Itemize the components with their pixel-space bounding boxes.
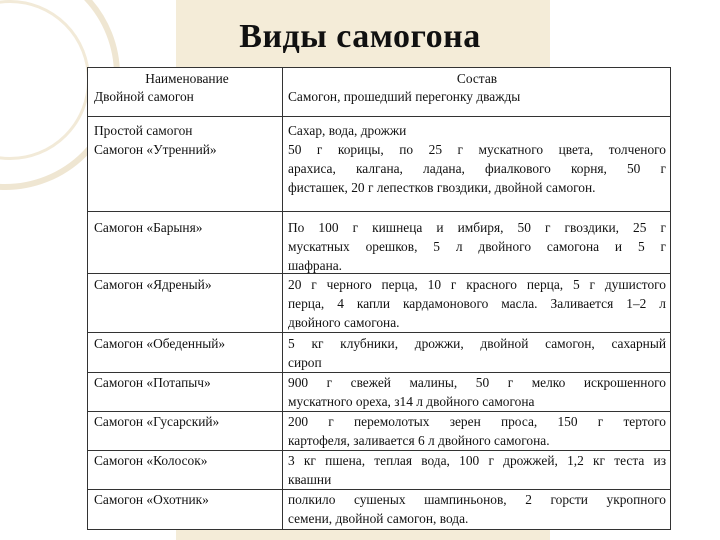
column-divider — [282, 68, 283, 529]
row-name: Самогон «Барыня» — [94, 220, 203, 235]
row-composition: 200 г перемолотых зерен проса, 150 г тертого картофеля, заливается 6 л двойного самогона. — [288, 414, 666, 448]
row-composition: 3 кг пшена, теплая вода, 100 г дрожжей, 1,2 кг теста из квашни — [288, 453, 666, 487]
row-name: Самогон «Обеденный» — [94, 336, 226, 351]
row-composition: 900 г свежей малины, 50 г мелко искрошенного мускатного ореха, з14 л двойного самогона — [288, 375, 666, 409]
row-name: Самогон «Потапыч» — [94, 375, 211, 390]
row-name: Самогон «Ядреный» — [94, 277, 212, 292]
row-composition: По 100 г кишнеца и имбиря, 50 г гвоздики, 25 г мускатных орешков, 5 л двойного самогона и 5 г шафрана. — [288, 220, 666, 273]
row-composition: 20 г черного перца, 10 г красного перца, 5 г душистого перца, 4 капли кардамонового масла. Заливается 1–2 л двойного самогона. — [288, 277, 666, 330]
header-composition: Состав — [456, 71, 498, 86]
recipes-table — [87, 67, 671, 530]
row-composition: Самогон, прошедший перегонку дважды — [288, 89, 521, 104]
row-composition: полкило сушеных шампиньонов, 2 горсти укропного семени, двойной самогон, вода. — [288, 492, 666, 526]
page-title: Виды самогона — [239, 18, 481, 55]
row-composition: 5 кг клубники, дрожжи, двойной самогон, сахарный сироп — [288, 336, 666, 370]
row-name: Самогон «Утренний» — [94, 142, 217, 157]
row-composition: Сахар, вода, дрожжи — [288, 123, 407, 138]
row-composition: 50 г корицы, по 25 г мускатного цвета, толченого арахиса, калгана, ладана, фиалкового корня, 50 г фисташек, 20 г лепестков гвоздики, двойной самогон. — [288, 142, 666, 195]
header-name: Наименование — [145, 71, 229, 86]
row-divider — [88, 273, 670, 274]
row-name: Самогон «Охотник» — [94, 492, 209, 507]
row-name: Самогон «Гусарский» — [94, 414, 220, 429]
row-divider — [88, 332, 670, 333]
row-name: Самогон «Колосок» — [94, 453, 208, 468]
row-divider — [88, 211, 670, 212]
row-name: Двойной самогон — [94, 89, 194, 104]
row-name: Простой самогон — [94, 123, 193, 138]
row-divider — [88, 116, 670, 117]
